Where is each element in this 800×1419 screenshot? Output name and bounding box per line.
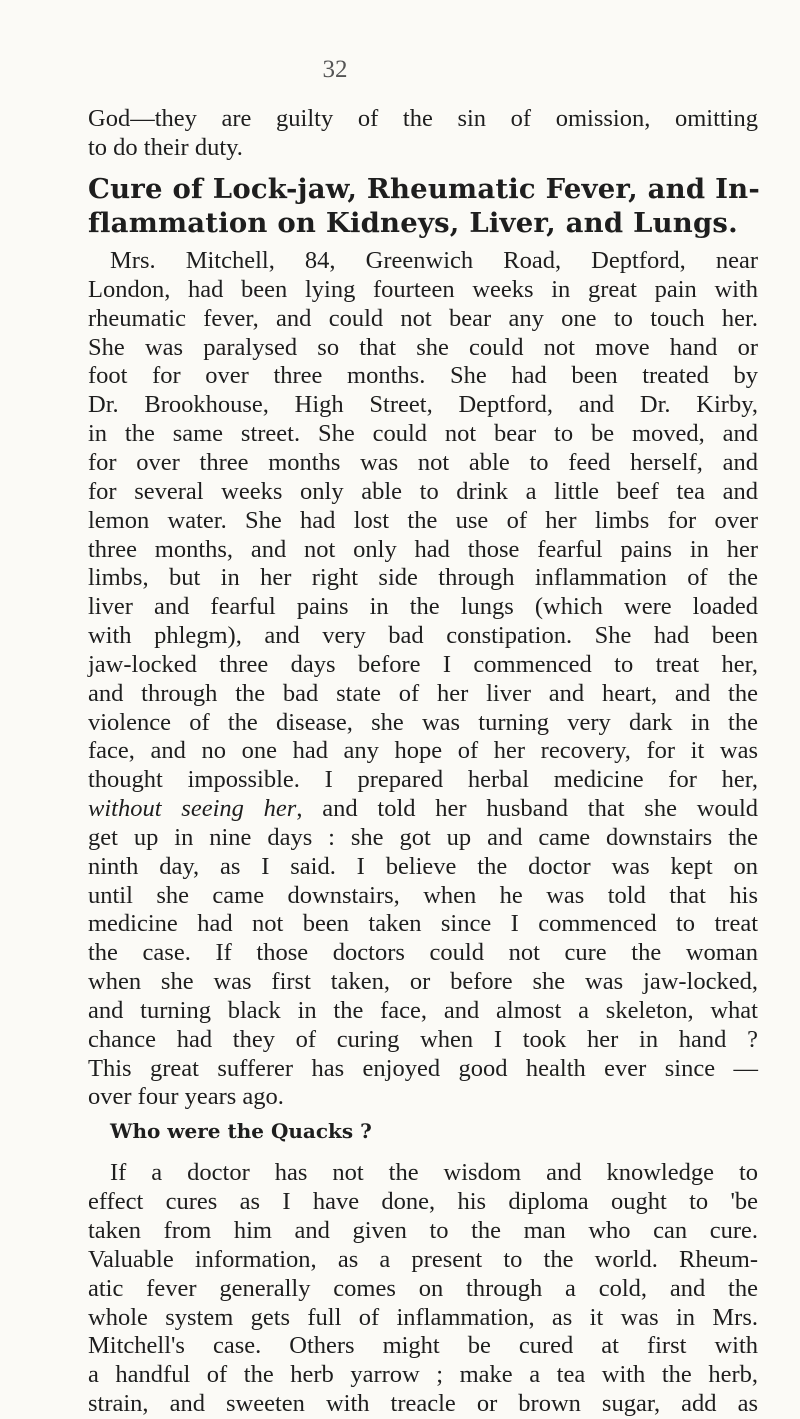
body-line: ninth day, as I said. I believe the doctor was kept on	[88, 852, 758, 880]
body-line: a handful of the herb yarrow ; make a tea with the herb,	[88, 1361, 758, 1389]
body-line: effect cures as I have done, his diploma ought to 'be	[88, 1188, 758, 1216]
body-line-rest: , and told her husband that she would	[296, 795, 758, 822]
body-line: Dr. Brookhouse, High Street, Deptford, and Dr. Kirby,	[88, 391, 758, 419]
body-line: three months, and not only had those fearful pains in her	[88, 535, 758, 563]
body-line: over four years ago.	[88, 1083, 284, 1111]
body-line: for over three months was not able to feed herself, and	[88, 448, 758, 476]
body-line: jaw-locked three days before I commenced to treat her,	[88, 650, 758, 678]
intro-line: God—they are guilty of the sin of omission, omitting	[88, 104, 758, 132]
body-line: Valuable information, as a present to the world. Rheum-	[88, 1245, 758, 1273]
body-line: London, had been lying fourteen weeks in great pain with	[88, 275, 758, 303]
body-line: limbs, but in her right side through inflammation of the	[88, 564, 758, 592]
body-line: Mitchell's case. Others might be cured at first with	[88, 1332, 758, 1360]
body-line: and turning black in the face, and almost a skeleton, what	[88, 996, 758, 1024]
body-line: medicine had not been taken since I commenced to treat	[88, 910, 758, 938]
body-line: when she was first taken, or before she was jaw-locked,	[88, 968, 758, 995]
body-line: taken from him and given to the man who can cure.	[88, 1217, 758, 1244]
body-line: with phlegm), and very bad constipation. She had been	[88, 622, 758, 649]
body-line: and through the bad state of her liver and heart, and the	[88, 679, 758, 707]
section-heading: Cure of Lock-jaw, Rheumatic Fever, and In-	[88, 173, 760, 205]
body-line: liver and fearful pains in the lungs (which were loaded	[88, 593, 758, 621]
italic-phrase: without seeing her	[88, 795, 297, 822]
body-line	[88, 794, 758, 824]
subheading: Who were the Quacks ?	[110, 1119, 372, 1143]
body-line: chance had they of curing when I took her in hand ?	[88, 1025, 758, 1053]
body-line: in the same street. She could not bear to be moved, and	[88, 420, 758, 448]
body-line: lemon water. She had lost the use of her limbs for over	[88, 506, 758, 534]
body-line: face, and no one had any hope of her recovery, for it was	[88, 737, 758, 765]
body-line: foot for over three months. She had been treated by	[88, 362, 758, 390]
body-line: until she came downstairs, when he was told that his	[88, 881, 758, 909]
body-line: If a doctor has not the wisdom and knowledge to	[110, 1159, 758, 1187]
body-line: Mrs. Mitchell, 84, Greenwich Road, Deptford, near	[110, 247, 758, 275]
body-line: rheumatic fever, and could not bear any one to touch her.	[88, 304, 758, 332]
intro-line: to do their duty.	[88, 133, 243, 161]
body-line: She was paralysed so that she could not move hand or	[88, 333, 758, 361]
body-line: This great sufferer has enjoyed good health ever since —	[88, 1054, 758, 1082]
body-line: whole system gets full of inflammation, as it was in Mrs.	[88, 1303, 758, 1331]
body-line: strain, and sweeten with treacle or brown sugar, add as	[88, 1390, 758, 1417]
body-line: atic fever generally comes on through a cold, and the	[88, 1274, 758, 1302]
body-line: thought impossible. I prepared herbal medicine for her,	[88, 766, 758, 794]
body-line: the case. If those doctors could not cure the woman	[88, 939, 758, 967]
body-line: for several weeks only able to drink a little beef tea and	[88, 477, 758, 505]
page-number: 32	[322, 56, 348, 83]
body-line: get up in nine days : she got up and came downstairs the	[88, 823, 758, 851]
body-line: violence of the disease, she was turning very dark in the	[88, 708, 758, 736]
section-heading: flammation on Kidneys, Liver, and Lungs.	[88, 206, 738, 239]
